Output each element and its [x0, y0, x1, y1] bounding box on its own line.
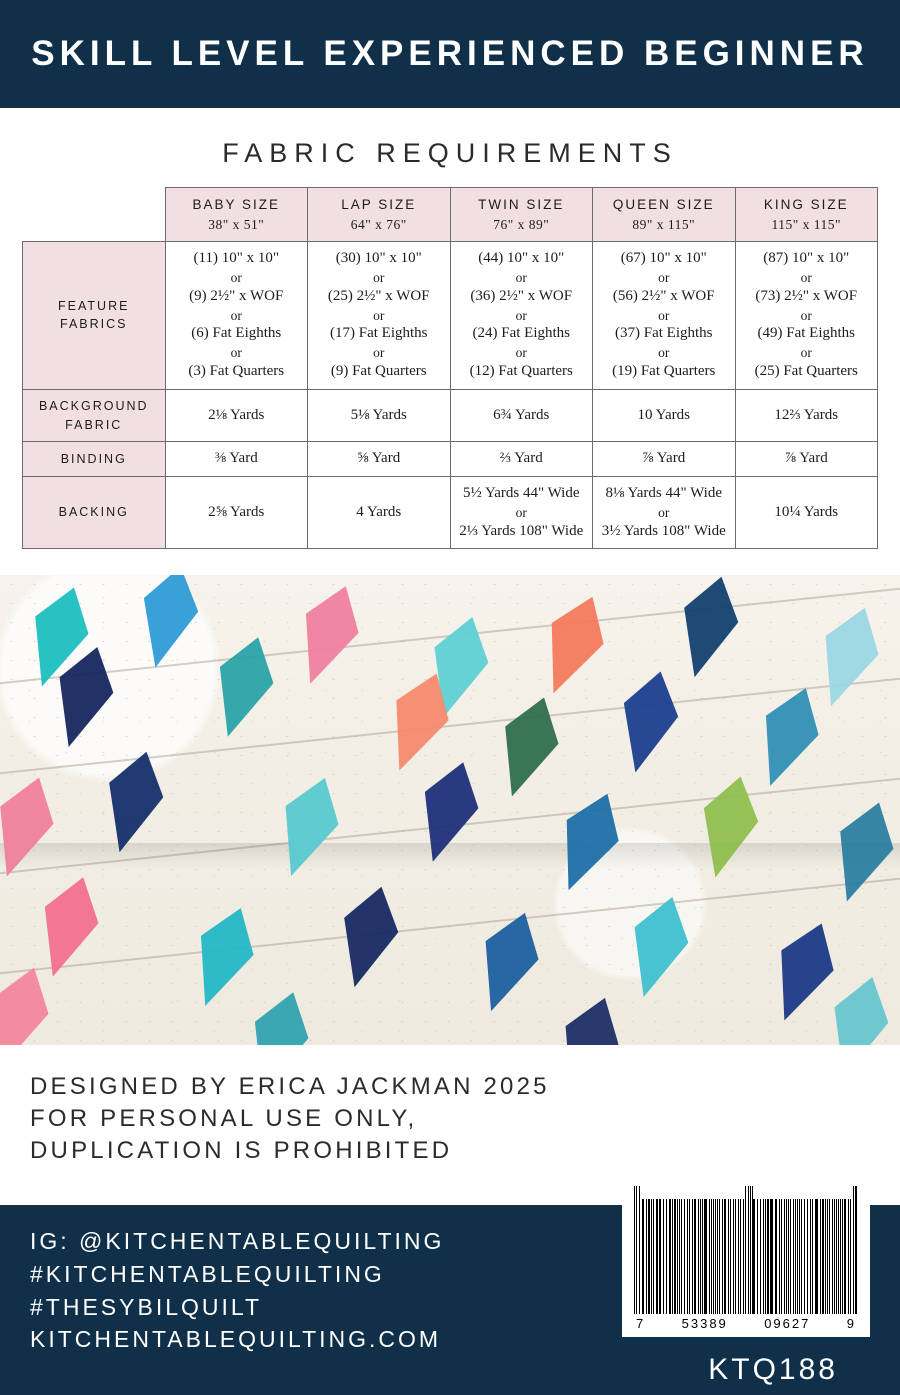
cell-line: 4 Yards: [356, 503, 402, 520]
footer-instagram[interactable]: IG: @KITCHENTABLEQUILTING: [30, 1228, 445, 1255]
cell-line: or: [800, 345, 812, 361]
row-label-background-fabric: BACKGROUND FABRIC: [23, 389, 166, 442]
cell-line: or: [373, 269, 385, 285]
cell-line: (9) Fat Quarters: [330, 362, 427, 379]
fabric-requirements-panel: [0, 108, 900, 575]
row-label-binding: BINDING: [23, 442, 166, 477]
column-name: BABY SIZE: [192, 197, 281, 212]
cell-line: (67) 10" x 10": [620, 250, 707, 267]
cell-feature-baby: [165, 242, 308, 390]
cell-background-twin: [450, 389, 593, 442]
cell-line: (6) Fat Eighths: [191, 325, 282, 342]
cell-line: 6¾ Yards: [493, 406, 550, 423]
barcode-group-2: 09627: [764, 1316, 811, 1332]
table-body: [23, 242, 878, 549]
fabric-requirements-table: [22, 187, 878, 549]
quilt-fold-shadow: [0, 843, 900, 869]
cell-line: 2⅝ Yards: [208, 503, 265, 520]
cell-line: 10¼ Yards: [774, 503, 839, 520]
cell-background-lap: [308, 389, 451, 442]
column-header-queen: [593, 188, 736, 242]
barcode-digits: [634, 1314, 858, 1333]
cell-line: (24) Fat Eighths: [472, 325, 570, 342]
cell-line: or: [658, 504, 670, 520]
column-dims: 89" x 115": [632, 216, 696, 232]
section-title: FABRIC REQUIREMENTS: [222, 138, 678, 168]
cell-line: (56) 2½" x WOF: [612, 287, 715, 304]
cell-line: or: [230, 269, 242, 285]
column-name: TWIN SIZE: [478, 197, 565, 212]
cell-line: ⅔ Yard: [499, 450, 543, 467]
column-dims: 64" x 76": [350, 216, 407, 232]
column-name: LAP SIZE: [341, 197, 417, 212]
cell-line: or: [658, 345, 670, 361]
quilt-photo: [0, 575, 900, 1045]
skill-level-title: SKILL LEVEL EXPERIENCED BEGINNER: [31, 34, 869, 73]
cell-line: or: [373, 307, 385, 323]
table-row: [23, 442, 878, 477]
cell-backing-twin: [450, 477, 593, 549]
row-label-backing: BACKING: [23, 477, 166, 549]
cell-backing-king: [735, 477, 878, 549]
cell-line: (73) 2½" x WOF: [755, 287, 858, 304]
cell-feature-twin: [450, 242, 593, 390]
cell-feature-queen: [593, 242, 736, 390]
cell-line: or: [515, 307, 527, 323]
credit-line-duplication: DUPLICATION IS PROHIBITED: [30, 1136, 453, 1164]
cell-line: or: [800, 307, 812, 323]
column-dims: 38" x 51": [208, 216, 265, 232]
column-dims: 115" x 115": [771, 216, 842, 232]
cell-line: ⅝ Yard: [357, 450, 401, 467]
cell-line: (36) 2½" x WOF: [470, 287, 573, 304]
table-row: [23, 242, 878, 390]
cell-binding-queen: [593, 442, 736, 477]
row-label-feature-fabrics: FEATURE FABRICS: [23, 242, 166, 390]
footer-website[interactable]: KITCHENTABLEQUILTING.COM: [30, 1326, 442, 1353]
barcode: [622, 1176, 870, 1337]
cell-backing-baby: [165, 477, 308, 549]
barcode-left-digit: 7: [636, 1316, 646, 1332]
cell-line: 12⅔ Yards: [774, 406, 839, 423]
sku-code: KTQ188: [708, 1353, 838, 1387]
cell-line: (25) 2½" x WOF: [327, 287, 430, 304]
cell-binding-lap: [308, 442, 451, 477]
cell-background-king: [735, 389, 878, 442]
column-header-lap: [308, 188, 451, 242]
column-name: KING SIZE: [763, 197, 849, 212]
cell-line: (87) 10" x 10": [763, 250, 850, 267]
credit-line-designer: DESIGNED BY ERICA JACKMAN 2025: [30, 1073, 550, 1101]
cell-line: ⅞ Yard: [784, 450, 828, 467]
cell-line: 8⅛ Yards 44" Wide: [605, 485, 722, 502]
cell-line: ⅜ Yard: [214, 450, 258, 467]
cell-line: (12) Fat Quarters: [469, 362, 573, 379]
cell-line: (19) Fat Quarters: [612, 362, 716, 379]
cell-line: or: [800, 269, 812, 285]
cell-background-baby: [165, 389, 308, 442]
cell-line: or: [515, 345, 527, 361]
fabric-table-wrap: [0, 187, 900, 575]
cell-line: 3½ Yards 108" Wide: [601, 522, 726, 539]
cell-line: 2⅓ Yards 108" Wide: [459, 522, 584, 539]
cell-line: (9) 2½" x WOF: [189, 287, 284, 304]
table-row: [23, 389, 878, 442]
barcode-bars: [634, 1186, 858, 1314]
cell-binding-king: [735, 442, 878, 477]
cell-line: (11) 10" x 10": [193, 250, 279, 267]
credit-line-personal-use: FOR PERSONAL USE ONLY,: [30, 1105, 418, 1133]
column-header-baby: [165, 188, 308, 242]
cell-line: or: [230, 307, 242, 323]
footer-hashtag-brand[interactable]: #KITCHENTABLEQUILTING: [30, 1261, 385, 1288]
cell-feature-lap: [308, 242, 451, 390]
cell-feature-king: [735, 242, 878, 390]
cell-line: or: [230, 345, 242, 361]
cell-binding-twin: [450, 442, 593, 477]
cell-line: (44) 10" x 10": [478, 250, 565, 267]
cell-backing-queen: [593, 477, 736, 549]
cell-line: ⅞ Yard: [642, 450, 686, 467]
footer-hashtag-quilt[interactable]: #THESYBILQUILT: [30, 1293, 263, 1320]
cell-line: or: [658, 269, 670, 285]
cell-line: 5½ Yards 44" Wide: [463, 485, 580, 502]
cell-line: or: [515, 269, 527, 285]
barcode-right-digit: 9: [846, 1316, 856, 1332]
cell-line: (17) Fat Eighths: [330, 325, 428, 342]
cell-line: or: [658, 307, 670, 323]
cell-line: 5⅛ Yards: [350, 406, 407, 423]
table-row: [23, 477, 878, 549]
table-header-row: [23, 188, 878, 242]
skill-level-header: [0, 0, 900, 108]
column-header-king: [735, 188, 878, 242]
cell-line: or: [373, 345, 385, 361]
cell-line: (30) 10" x 10": [335, 250, 422, 267]
barcode-group-1: 53389: [681, 1316, 728, 1332]
cell-binding-baby: [165, 442, 308, 477]
cell-line: 2⅛ Yards: [208, 406, 265, 423]
cell-line: (3) Fat Quarters: [188, 362, 285, 379]
footer-section: [0, 1205, 900, 1395]
cell-line: 10 Yards: [637, 406, 690, 423]
cell-line: (49) Fat Eighths: [757, 325, 855, 342]
column-name: QUEEN SIZE: [612, 197, 715, 212]
cell-backing-lap: [308, 477, 451, 549]
cell-line: (37) Fat Eighths: [615, 325, 713, 342]
cell-background-queen: [593, 389, 736, 442]
cell-line: (25) Fat Quarters: [754, 362, 858, 379]
table-corner-cell: [23, 188, 166, 242]
cell-line: or: [515, 504, 527, 520]
column-dims: 76" x 89": [493, 216, 550, 232]
column-header-twin: [450, 188, 593, 242]
table-header: [23, 188, 878, 242]
